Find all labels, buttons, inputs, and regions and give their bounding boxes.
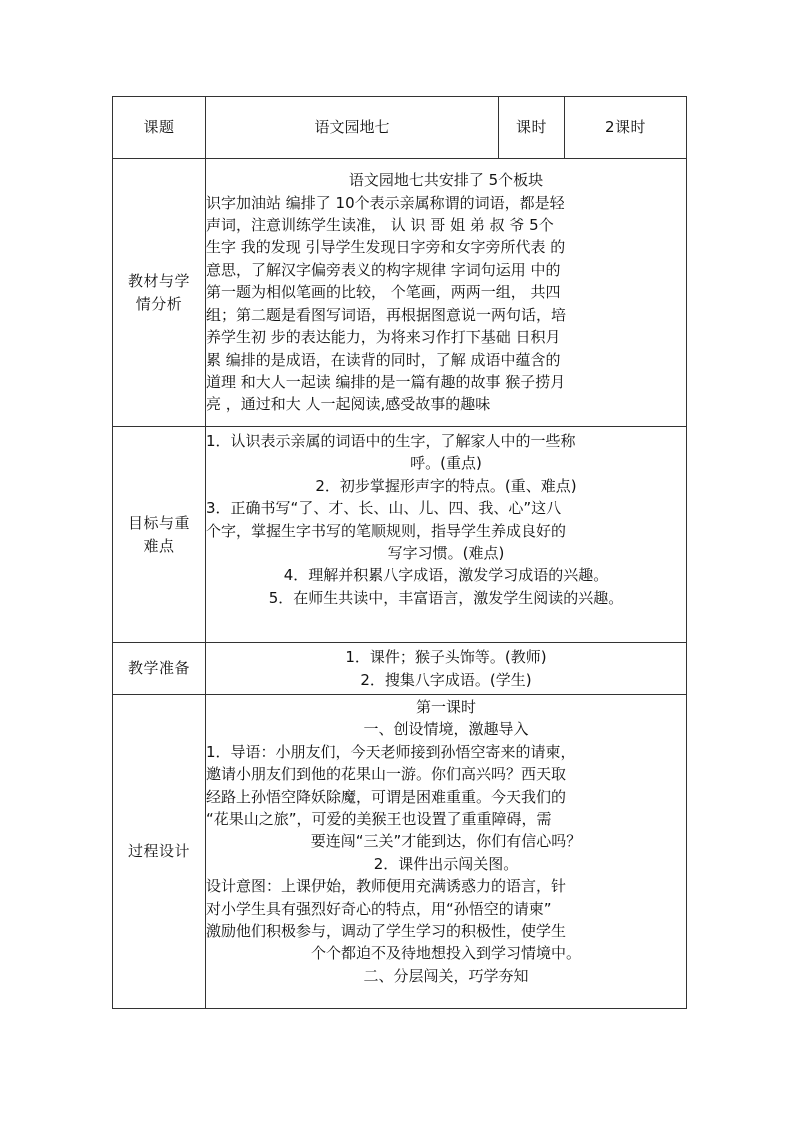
process-line: 邀请小朋友们到他的花果山一游。你们高兴吗？西天取 xyxy=(206,765,567,784)
analysis-label-line: 教材与学 xyxy=(127,272,190,291)
process-line: 2．课件出示闯关图。 xyxy=(373,854,519,873)
goals-label-line: 难点 xyxy=(143,536,175,555)
analysis-line: 意思，了解汉字偏旁表义的构字规律 字词句运用 中的 xyxy=(206,260,561,279)
process-line: 经路上孙悟空降妖除魔，可谓是困难重重。今天我们的 xyxy=(206,787,567,806)
analysis-line: 道理 和大人一起读 编排的是一篇有趣的故事 猴子捞月 xyxy=(206,372,566,391)
process-line: 一、创设情境，激趣导入 xyxy=(363,720,529,739)
goals-line: 1．认识表示亲属的词语中的生字，了解家人中的一些称 xyxy=(206,432,576,450)
analysis-label xyxy=(113,159,206,427)
analysis-line: 语文园地七共安排了 5个板块 xyxy=(348,171,544,190)
process-line: 要连闯“三关”才能到达，你们有信心吗？ xyxy=(310,832,582,851)
goals-line: 写字习惯。(难点) xyxy=(387,544,505,563)
row-topic xyxy=(113,97,687,159)
process-line: 设计意图：上课伊始，教师便用充满诱惑力的语言，针 xyxy=(206,877,567,896)
analysis-label-line: 情分析 xyxy=(135,294,183,313)
prep-label: 教学准备 xyxy=(113,643,206,695)
analysis-line: 组；第二题是看图写词语，再根据图意说一两句话，培 xyxy=(206,305,567,324)
prep-content xyxy=(206,643,687,695)
goals-label xyxy=(113,427,206,643)
analysis-line: 第一题为相似笔画的比较， 个笔画，两两一组， 共四 xyxy=(206,283,561,302)
prep-line: 1．课件；猴子头饰等。(教师) xyxy=(345,648,547,667)
analysis-line: 声词，注意训练学生读准， 认 识 哥 姐 弟 叔 爷 5个 xyxy=(206,216,554,235)
process-line: 对小学生具有强烈好奇心的特点，用“孙悟空的请柬” xyxy=(206,899,552,918)
goals-label-line: 目标与重 xyxy=(127,514,190,533)
analysis-line: 识字加油站 编排了 10个表示亲属称谓的词语，都是轻 xyxy=(206,193,565,212)
analysis-line: 养学生初 步的表达能力，为将来习作打下基础 日积月 xyxy=(206,328,561,347)
process-line: 激励他们积极参与，调动了学生学习的积极性，使学生 xyxy=(206,922,567,941)
row-goals xyxy=(113,427,687,643)
goals-line: 5．在师生共读中，丰富语言，激发学生阅读的兴趣。 xyxy=(268,588,624,607)
goals-line: 呼。(重点) xyxy=(410,454,482,473)
process-line: 第一课时 xyxy=(415,698,476,716)
topic-label: 课题 xyxy=(113,97,206,159)
process-line: 二、分层闯关，巧学夯知 xyxy=(363,966,529,985)
process-content xyxy=(206,695,687,1009)
process-label: 过程设计 xyxy=(113,695,206,1009)
period-label: 课时 xyxy=(499,97,565,159)
process-line: 1．导语：小朋友们，今天老师接到孙悟空寄来的请柬， xyxy=(206,742,576,761)
prep-line: 2．搜集八字成语。(学生) xyxy=(360,670,532,689)
analysis-line: 生字 我的发现 引导学生发现日字旁和女字旁所代表 的 xyxy=(206,238,566,257)
goals-line: 个字，掌握生字书写的笔顺规则，指导学生养成良好的 xyxy=(206,521,567,540)
row-analysis xyxy=(113,159,687,427)
process-line: “花果山之旅”，可爱的美猴王也设置了重重障碍，需 xyxy=(206,810,552,829)
row-prep xyxy=(113,643,687,695)
period-value: 2课时 xyxy=(565,97,687,159)
lesson-plan-table xyxy=(112,96,687,1009)
goals-content xyxy=(206,427,687,643)
goals-line: 3．正确书写“了、才、长、山、儿、四、我、心”这八 xyxy=(206,499,562,518)
analysis-content xyxy=(206,159,687,427)
row-process xyxy=(113,695,687,1009)
topic-value: 语文园地七 xyxy=(206,97,499,159)
process-line: 个个都迫不及待地想投入到学习情境中。 xyxy=(310,944,581,963)
goals-line: 4．理解并积累八字成语，激发学习成语的兴趣。 xyxy=(283,566,609,585)
analysis-line: 亮 ，通过和大 人一起阅读,感受故事的趣味 xyxy=(206,395,491,414)
goals-line: 2．初步掌握形声字的特点。(重、难点) xyxy=(315,476,577,495)
analysis-line: 累 编排的是成语，在读背的同时，了解 成语中蕴含的 xyxy=(206,350,561,369)
